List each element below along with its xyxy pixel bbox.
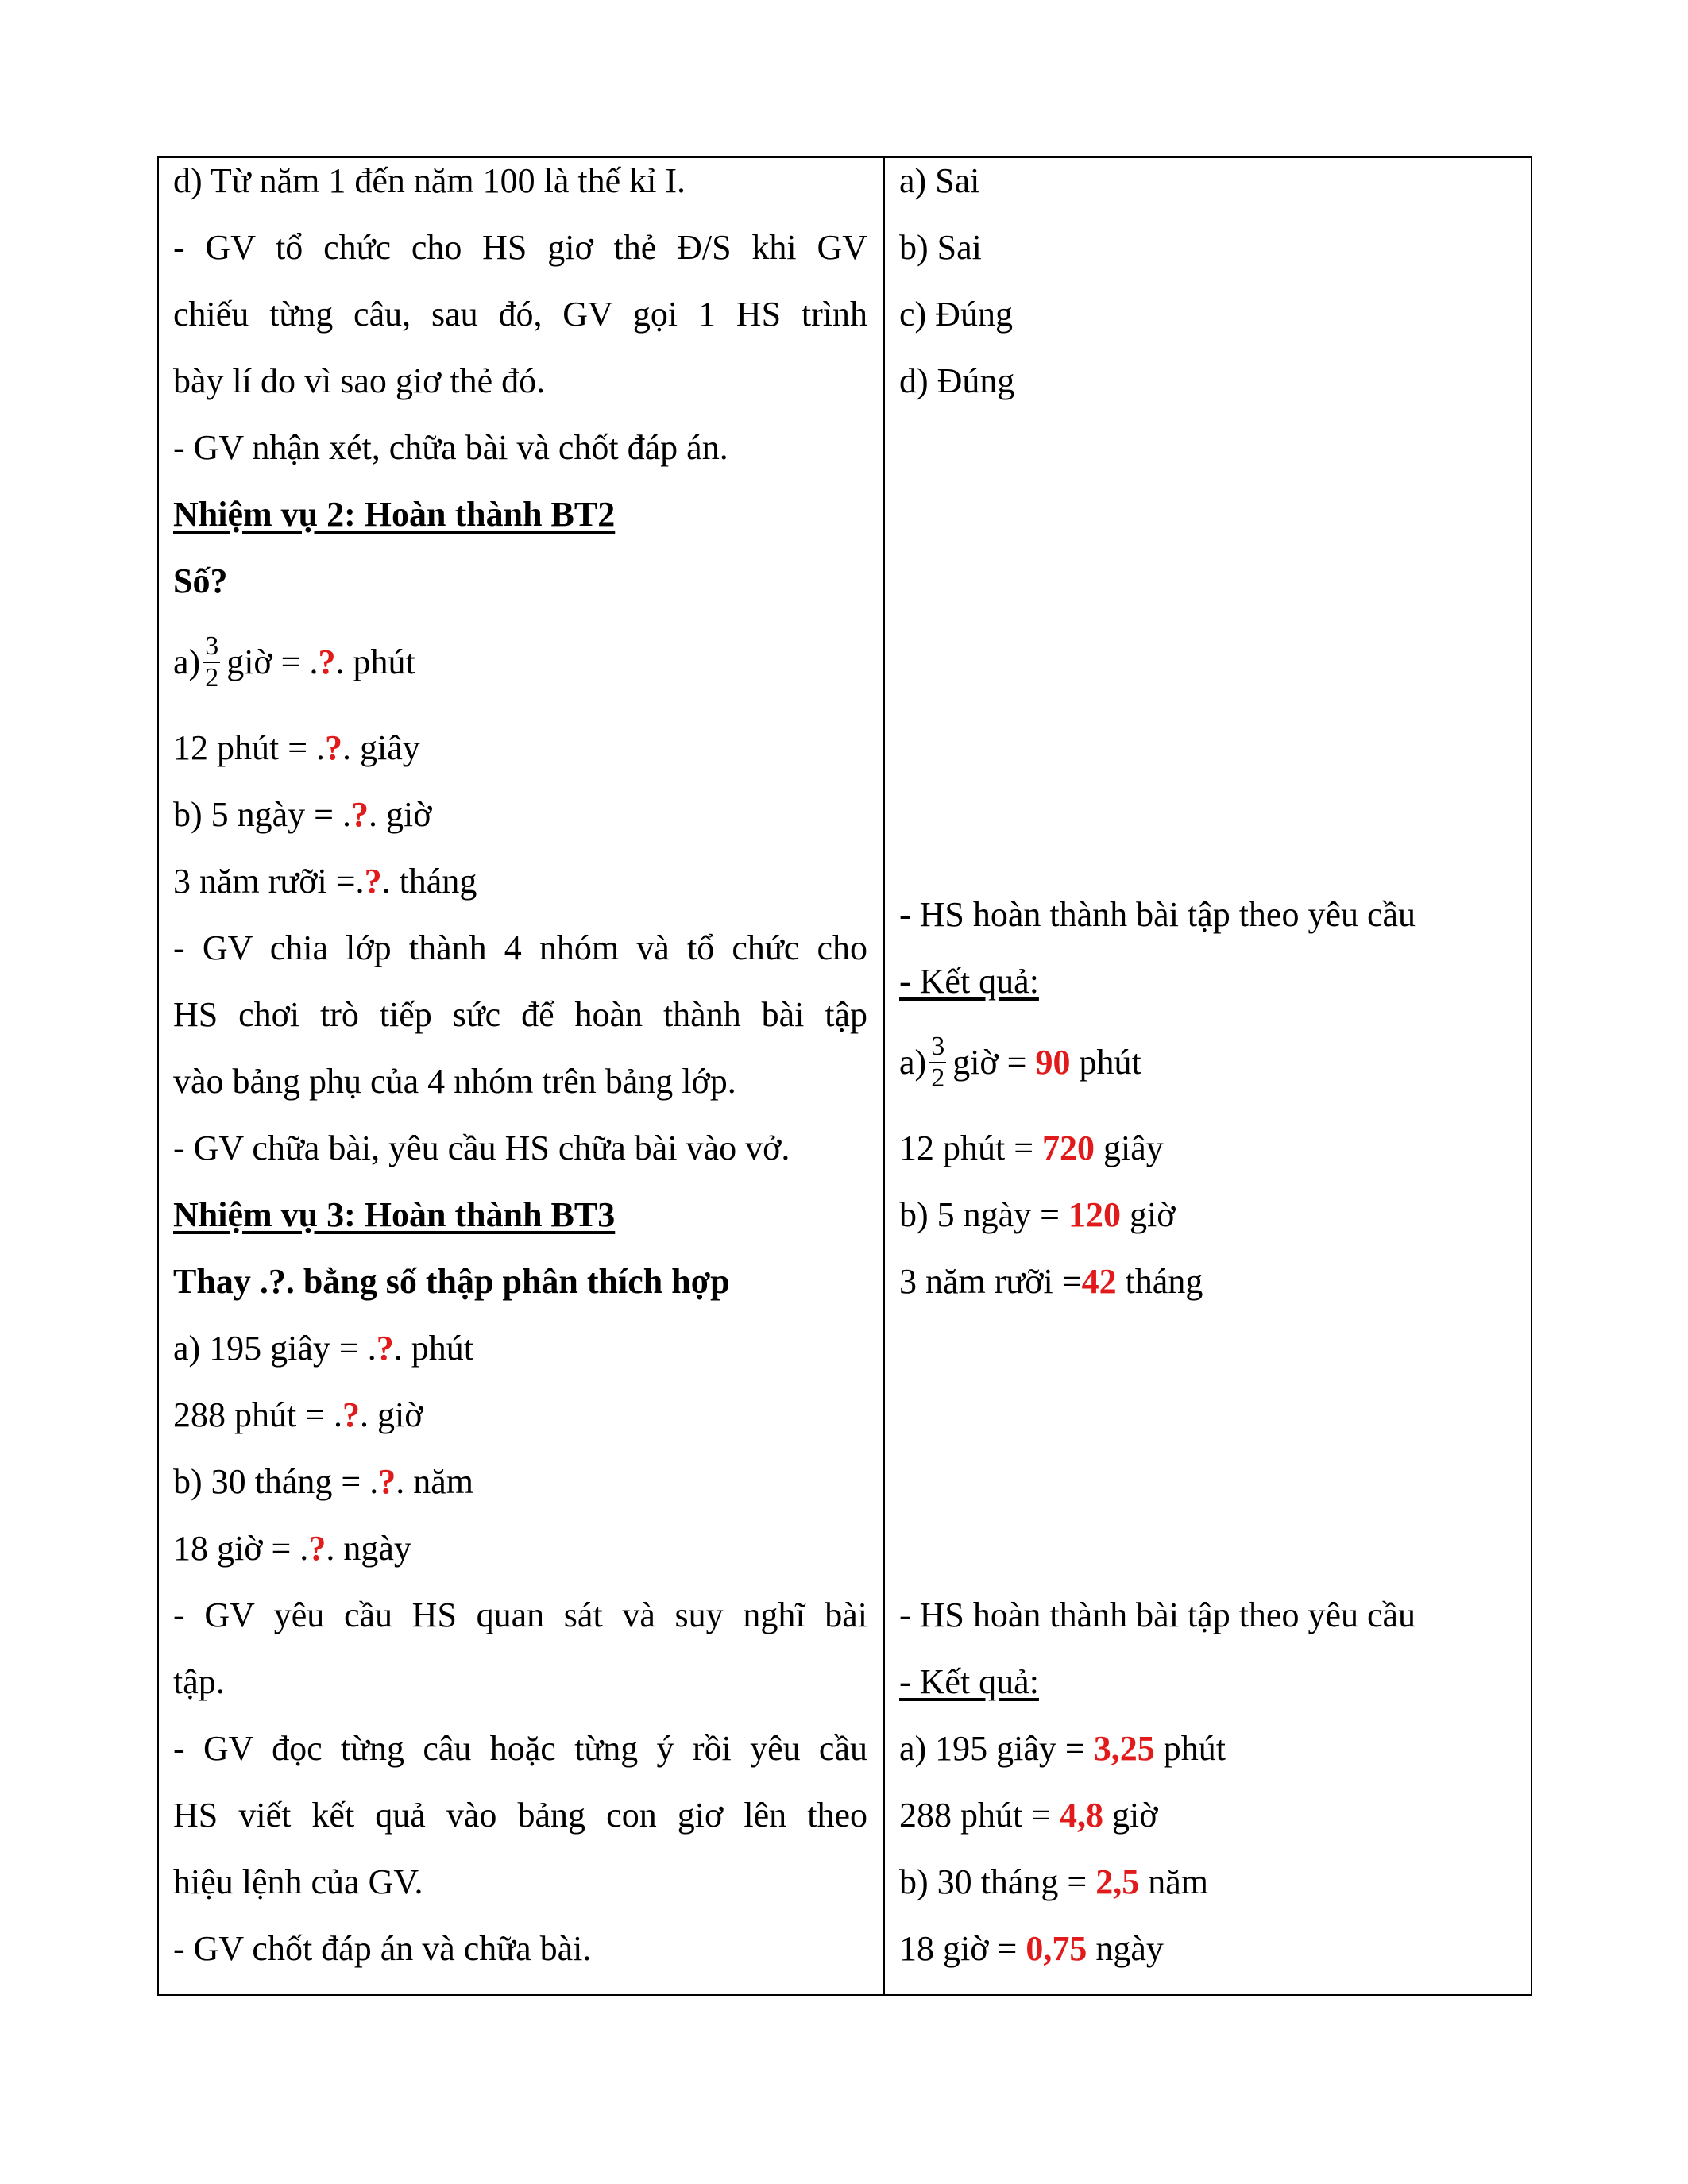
answer-a: a) Sai [899, 161, 980, 200]
task3-prompt: Thay .?. bằng số thập phân thích hợp [173, 1262, 730, 1301]
result-label: - Kết quả: [899, 1662, 1039, 1701]
instruction-line: hiệu lệnh của GV. [173, 1862, 423, 1901]
instruction-line: - GV yêu cầu HS quan sát và suy nghĩ bài [173, 1596, 867, 1634]
bt3-question-line [173, 1515, 867, 1582]
instruction-line: chiếu từng câu, sau đó, GV gọi 1 HS trình [173, 295, 867, 334]
answer-value: 3,25 [1093, 1729, 1155, 1768]
bt2-question-line [173, 715, 867, 781]
question-mark: ? [351, 795, 369, 834]
fraction-numerator: 3 [929, 1032, 946, 1063]
question-mark: ? [325, 728, 343, 767]
answer-c: c) Đúng [899, 295, 1013, 334]
question-text: . giờ [360, 1395, 423, 1434]
question-text: b) 5 ngày = . [173, 795, 351, 834]
question-text: . phút [335, 642, 415, 681]
question-text: a) 195 giây = . [173, 1329, 377, 1368]
answer-text: ngày [1095, 1929, 1164, 1968]
student-task-line: - HS hoàn thành bài tập theo yêu cầu [899, 1596, 1416, 1634]
answer-text: a) 195 giây = [899, 1729, 1085, 1768]
question-text: . tháng [381, 862, 477, 901]
answer-value: 0,75 [1026, 1929, 1087, 1968]
answer-text: b) 30 tháng = [899, 1862, 1087, 1901]
question-mark: ? [318, 642, 336, 681]
answer-text: tháng [1125, 1262, 1203, 1301]
question-mark: ? [376, 1329, 394, 1368]
instruction-line: - GV tổ chức cho HS giơ thẻ Đ/S khi GV [173, 228, 867, 267]
question-text: giờ = . [226, 642, 319, 681]
instruction-line: - GV chữa bài, yêu cầu HS chữa bài vào vở. [173, 1129, 790, 1167]
item-label: a) [899, 1043, 927, 1082]
instruction-line: - GV đọc từng câu hoặc từng ý rồi yêu cầu [173, 1729, 867, 1768]
bt2-question-a [173, 624, 867, 700]
fraction [929, 1032, 946, 1094]
answer-text: năm [1148, 1862, 1208, 1901]
bt2-answer-b [899, 1182, 1527, 1248]
bt2-question-line [173, 848, 867, 915]
answer-value: 720 [1042, 1129, 1095, 1167]
answer-text: 18 giờ = [899, 1929, 1018, 1968]
student-task-line: - HS hoàn thành bài tập theo yêu cầu [899, 895, 1416, 934]
answer-text: 288 phút = [899, 1796, 1052, 1835]
fraction-numerator: 3 [203, 631, 220, 663]
answer-d: d) Đúng [899, 361, 1015, 400]
answer-value: 120 [1068, 1195, 1121, 1234]
bt2-question-b [173, 781, 867, 848]
question-mark: ? [342, 1395, 361, 1434]
answer-text: b) 5 ngày = [899, 1195, 1060, 1234]
answer-value: 4,8 [1060, 1796, 1104, 1835]
item-label: a) [173, 642, 201, 681]
question-text: 12 phút = . [173, 728, 326, 767]
answer-text: giờ [1130, 1195, 1176, 1234]
answer-text: giây [1103, 1129, 1164, 1167]
answer-value: 2,5 [1095, 1862, 1140, 1901]
answer-b: b) Sai [899, 228, 982, 267]
instruction-line: - GV nhận xét, chữa bài và chốt đáp án. [173, 428, 728, 467]
question-mark: ? [308, 1529, 326, 1568]
bt3-answer-line [899, 1916, 1527, 1982]
bt3-question-a [173, 1315, 867, 1382]
instruction-line: - GV chốt đáp án và chữa bài. [173, 1929, 592, 1968]
fraction-denominator: 2 [205, 662, 219, 693]
task2-prompt: Số? [173, 561, 228, 600]
bt3-answer-b [899, 1849, 1527, 1916]
answer-text: phút [1079, 1043, 1141, 1082]
answer-text: phút [1163, 1729, 1226, 1768]
question-text: . giờ [369, 795, 432, 834]
bt2-answer-line [899, 1248, 1527, 1315]
question-text: . năm [396, 1462, 473, 1501]
answer-text: 12 phút = [899, 1129, 1034, 1167]
answer-value: 42 [1081, 1262, 1117, 1301]
task3-heading: Nhiệm vụ 3: Hoàn thành BT3 [173, 1195, 616, 1234]
answer-value: 90 [1035, 1043, 1071, 1082]
instruction-line: bày lí do vì sao giơ thẻ đó. [173, 361, 546, 400]
instruction-line: vào bảng phụ của 4 nhóm trên bảng lớp. [173, 1062, 736, 1101]
question-text: . ngày [326, 1529, 411, 1568]
instruction-line: tập. [173, 1662, 225, 1701]
instruction-line: HS chơi trò tiếp sức để hoàn thành bài tập [173, 995, 867, 1034]
bt3-answer-a [899, 1715, 1527, 1782]
answer-text: 3 năm rưỡi = [899, 1262, 1082, 1301]
question-text: . phút [393, 1329, 473, 1368]
result-label: - Kết quả: [899, 962, 1039, 1001]
bt3-question-line [173, 1382, 867, 1449]
column-divider [883, 156, 885, 1996]
question-mark: ? [364, 862, 382, 901]
bt2-answer-line [899, 1115, 1527, 1182]
bt3-answer-line [899, 1782, 1527, 1849]
bt3-question-b [173, 1449, 867, 1515]
answer-text: giờ [1112, 1796, 1158, 1835]
question-text: 3 năm rưỡi =. [173, 862, 365, 901]
bt2-answer-a [899, 1024, 1527, 1101]
task2-heading: Nhiệm vụ 2: Hoàn thành BT2 [173, 495, 616, 534]
question-text: 288 phút = . [173, 1395, 343, 1434]
fraction [203, 631, 220, 693]
question-mark: ? [378, 1462, 396, 1501]
statement-d: d) Từ năm 1 đến năm 100 là thế kỉ I. [173, 161, 686, 200]
question-text: . giây [342, 728, 420, 767]
question-text: 18 giờ = . [173, 1529, 309, 1568]
answer-text: giờ = [952, 1043, 1027, 1082]
instruction-line: HS viết kết quả vào bảng con giơ lên theo [173, 1796, 867, 1835]
instruction-line: - GV chia lớp thành 4 nhóm và tổ chức cho [173, 928, 867, 967]
fraction-denominator: 2 [931, 1063, 945, 1093]
question-text: b) 30 tháng = . [173, 1462, 379, 1501]
